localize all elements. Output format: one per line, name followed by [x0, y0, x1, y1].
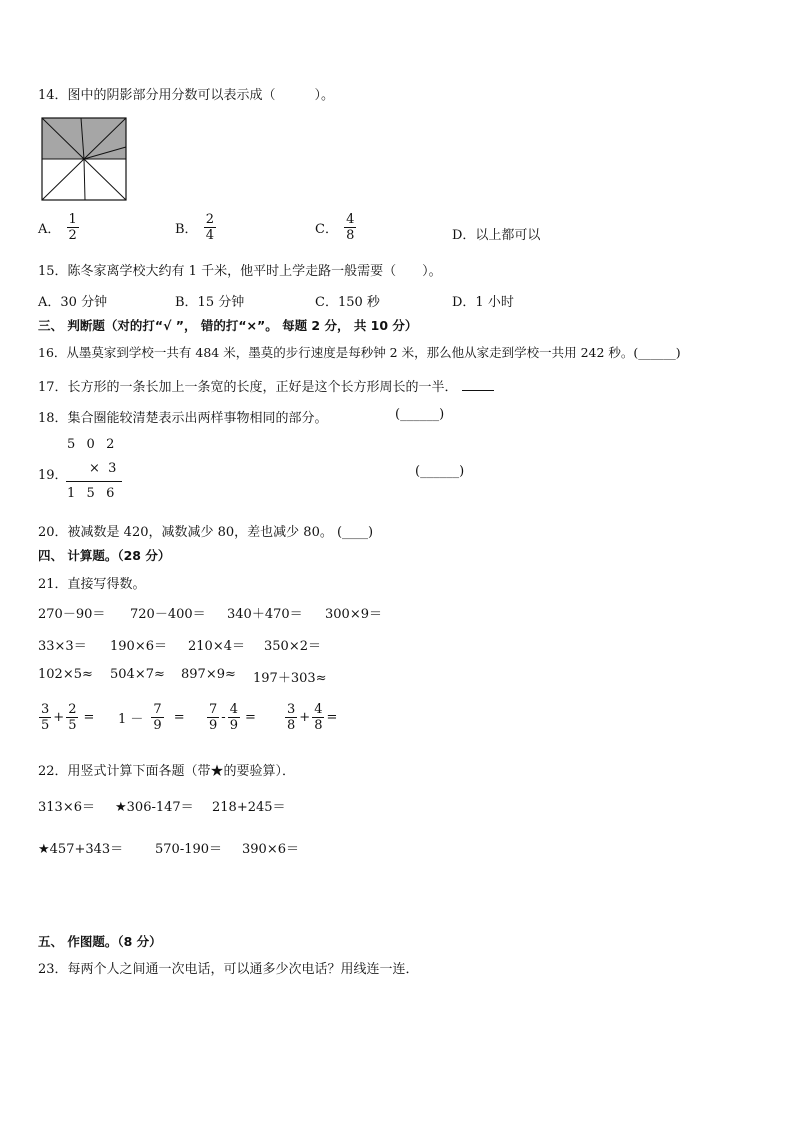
numerator: 7 [209, 702, 218, 717]
q17-stem: 17．长方形的一条长加上一条宽的长度，正好是这个长方形周长的一半． [38, 380, 458, 395]
denominator: 5 [41, 718, 50, 733]
q17-text [38, 376, 494, 395]
equals: = [326, 710, 338, 725]
option-b-label: B． [175, 222, 198, 237]
q22-row1-item3: 218+245＝ [212, 800, 286, 815]
numerator: 3 [41, 702, 50, 717]
q21-fraction-expr-1 [37, 702, 94, 733]
q21-row2-item3: 210×4＝ [188, 639, 245, 654]
q19-product-line [66, 481, 122, 482]
numerator: 3 [287, 702, 296, 717]
denominator: 9 [153, 718, 162, 733]
denominator: 5 [68, 718, 77, 733]
fraction [151, 702, 163, 733]
numerator: 4 [346, 212, 355, 227]
q21-fraction-expr-3 [205, 702, 256, 733]
q21-stem: 21．直接写得数。 [38, 577, 146, 592]
q21-row3-item1: 102×5≈ [38, 667, 93, 682]
fraction [228, 702, 240, 733]
shaded-rectangle-figure [41, 117, 127, 201]
fraction [207, 702, 219, 733]
q21-fraction-expr-4 [283, 702, 337, 733]
q21-row2-item4: 350×2＝ [264, 639, 321, 654]
denominator: 9 [229, 718, 238, 733]
numerator: 7 [153, 702, 162, 717]
q22-row2-item3: 390×6＝ [242, 842, 299, 857]
q21-row2-item2: 190×6＝ [110, 639, 167, 654]
q21-row3-item4: 197＋303≈ [253, 671, 327, 686]
q21-row3-item3: 897×9≈ [181, 667, 236, 682]
fraction-1-2 [67, 212, 79, 243]
q19-label: 19． [38, 468, 68, 483]
denominator: 8 [287, 718, 296, 733]
option-a-label: A． [38, 222, 61, 237]
q19-multiplier: × 3 [89, 461, 117, 476]
equals: = [83, 710, 95, 725]
q16-text: 16．从墨莫家到学校一共有 484 米，墨莫的步行速度是每秒钟 2 米，那么他从家走到学校一共用 242 秒。(______) [38, 345, 681, 360]
equals: = [244, 710, 256, 725]
leading-term: 1 － [118, 712, 144, 727]
operator: - [221, 710, 226, 725]
fraction-4-8 [344, 212, 356, 243]
q21-fraction-expr-2 [118, 702, 185, 733]
q23-text: 23．每两个人之间通一次电话，可以通多少次电话？用线连一连． [38, 962, 419, 977]
fraction [39, 702, 51, 733]
q15-option-d[interactable]: D．1 小时 [452, 295, 514, 310]
q19-product: 1 5 6 [67, 486, 116, 501]
numerator: 4 [314, 702, 323, 717]
q21-row1-item2: 720－400＝ [130, 607, 206, 622]
q15-option-a[interactable]: A．30 分钟 [38, 295, 108, 310]
numerator: 1 [68, 212, 77, 227]
q18-answer-bracket[interactable]: (______) [395, 407, 445, 422]
q22-row2-item1: ★457+343＝ [38, 842, 124, 857]
q22-row1-item1: 313×6＝ [38, 800, 95, 815]
q14-option-d[interactable]: D．以上都可以 [452, 228, 541, 243]
q15-option-c[interactable]: C．150 秒 [315, 295, 380, 310]
numerator: 2 [205, 212, 214, 227]
section-3-heading: 三、 判断题（对的打“√ ”， 错的打“×”。 每题 2 分， 共 10 分） [38, 318, 418, 333]
numerator: 4 [229, 702, 238, 717]
denominator: 9 [209, 718, 218, 733]
section-5-heading: 五、 作图题。（8 分） [38, 934, 162, 949]
q19-answer-bracket[interactable]: (______) [415, 464, 465, 479]
fraction [312, 702, 324, 733]
q21-row3-item2: 504×7≈ [110, 667, 165, 682]
q17-answer-blank[interactable] [462, 378, 494, 391]
section-4-heading: 四、 计算题。（28 分） [38, 548, 171, 563]
q22-stem: 22．用竖式计算下面各题（带★的要验算）． [38, 764, 296, 779]
operator: + [53, 710, 65, 725]
q14-option-c[interactable] [315, 212, 358, 243]
operator: + [299, 710, 311, 725]
q21-row1-item4: 300×9＝ [325, 607, 382, 622]
q14-stem: 14．图中的阴影部分用分数可以表示成（ ）。 [38, 88, 335, 103]
denominator: 8 [346, 228, 355, 243]
denominator: 8 [314, 718, 323, 733]
q21-row1-item3: 340＋470＝ [227, 607, 303, 622]
numerator: 2 [68, 702, 77, 717]
q18-text: 18．集合圈能较清楚表示出两样事物相同的部分。 [38, 411, 328, 426]
q22-row1-item2: ★306-147＝ [115, 800, 194, 815]
q19-multiplicand: 5 0 2 [67, 437, 116, 452]
option-c-label: C． [315, 222, 338, 237]
fraction [66, 702, 78, 733]
fraction [285, 702, 297, 733]
q22-row2-item2: 570-190＝ [155, 842, 223, 857]
q15-option-b[interactable]: B．15 分钟 [175, 295, 245, 310]
q21-row2-item1: 33×3＝ [38, 639, 87, 654]
denominator: 4 [205, 228, 214, 243]
q14-option-a[interactable] [38, 212, 81, 243]
q20-text: 20．被减数是 420，减数减少 80，差也减少 80。 (____) [38, 525, 374, 540]
q15-stem: 15．陈冬家离学校大约有 1 千米，他平时上学走路一般需要（ ）。 [38, 264, 442, 279]
q14-option-b[interactable] [175, 212, 218, 243]
equals: = [173, 710, 185, 725]
fraction-2-4 [204, 212, 216, 243]
denominator: 2 [68, 228, 77, 243]
q21-row1-item1: 270－90＝ [38, 607, 106, 622]
